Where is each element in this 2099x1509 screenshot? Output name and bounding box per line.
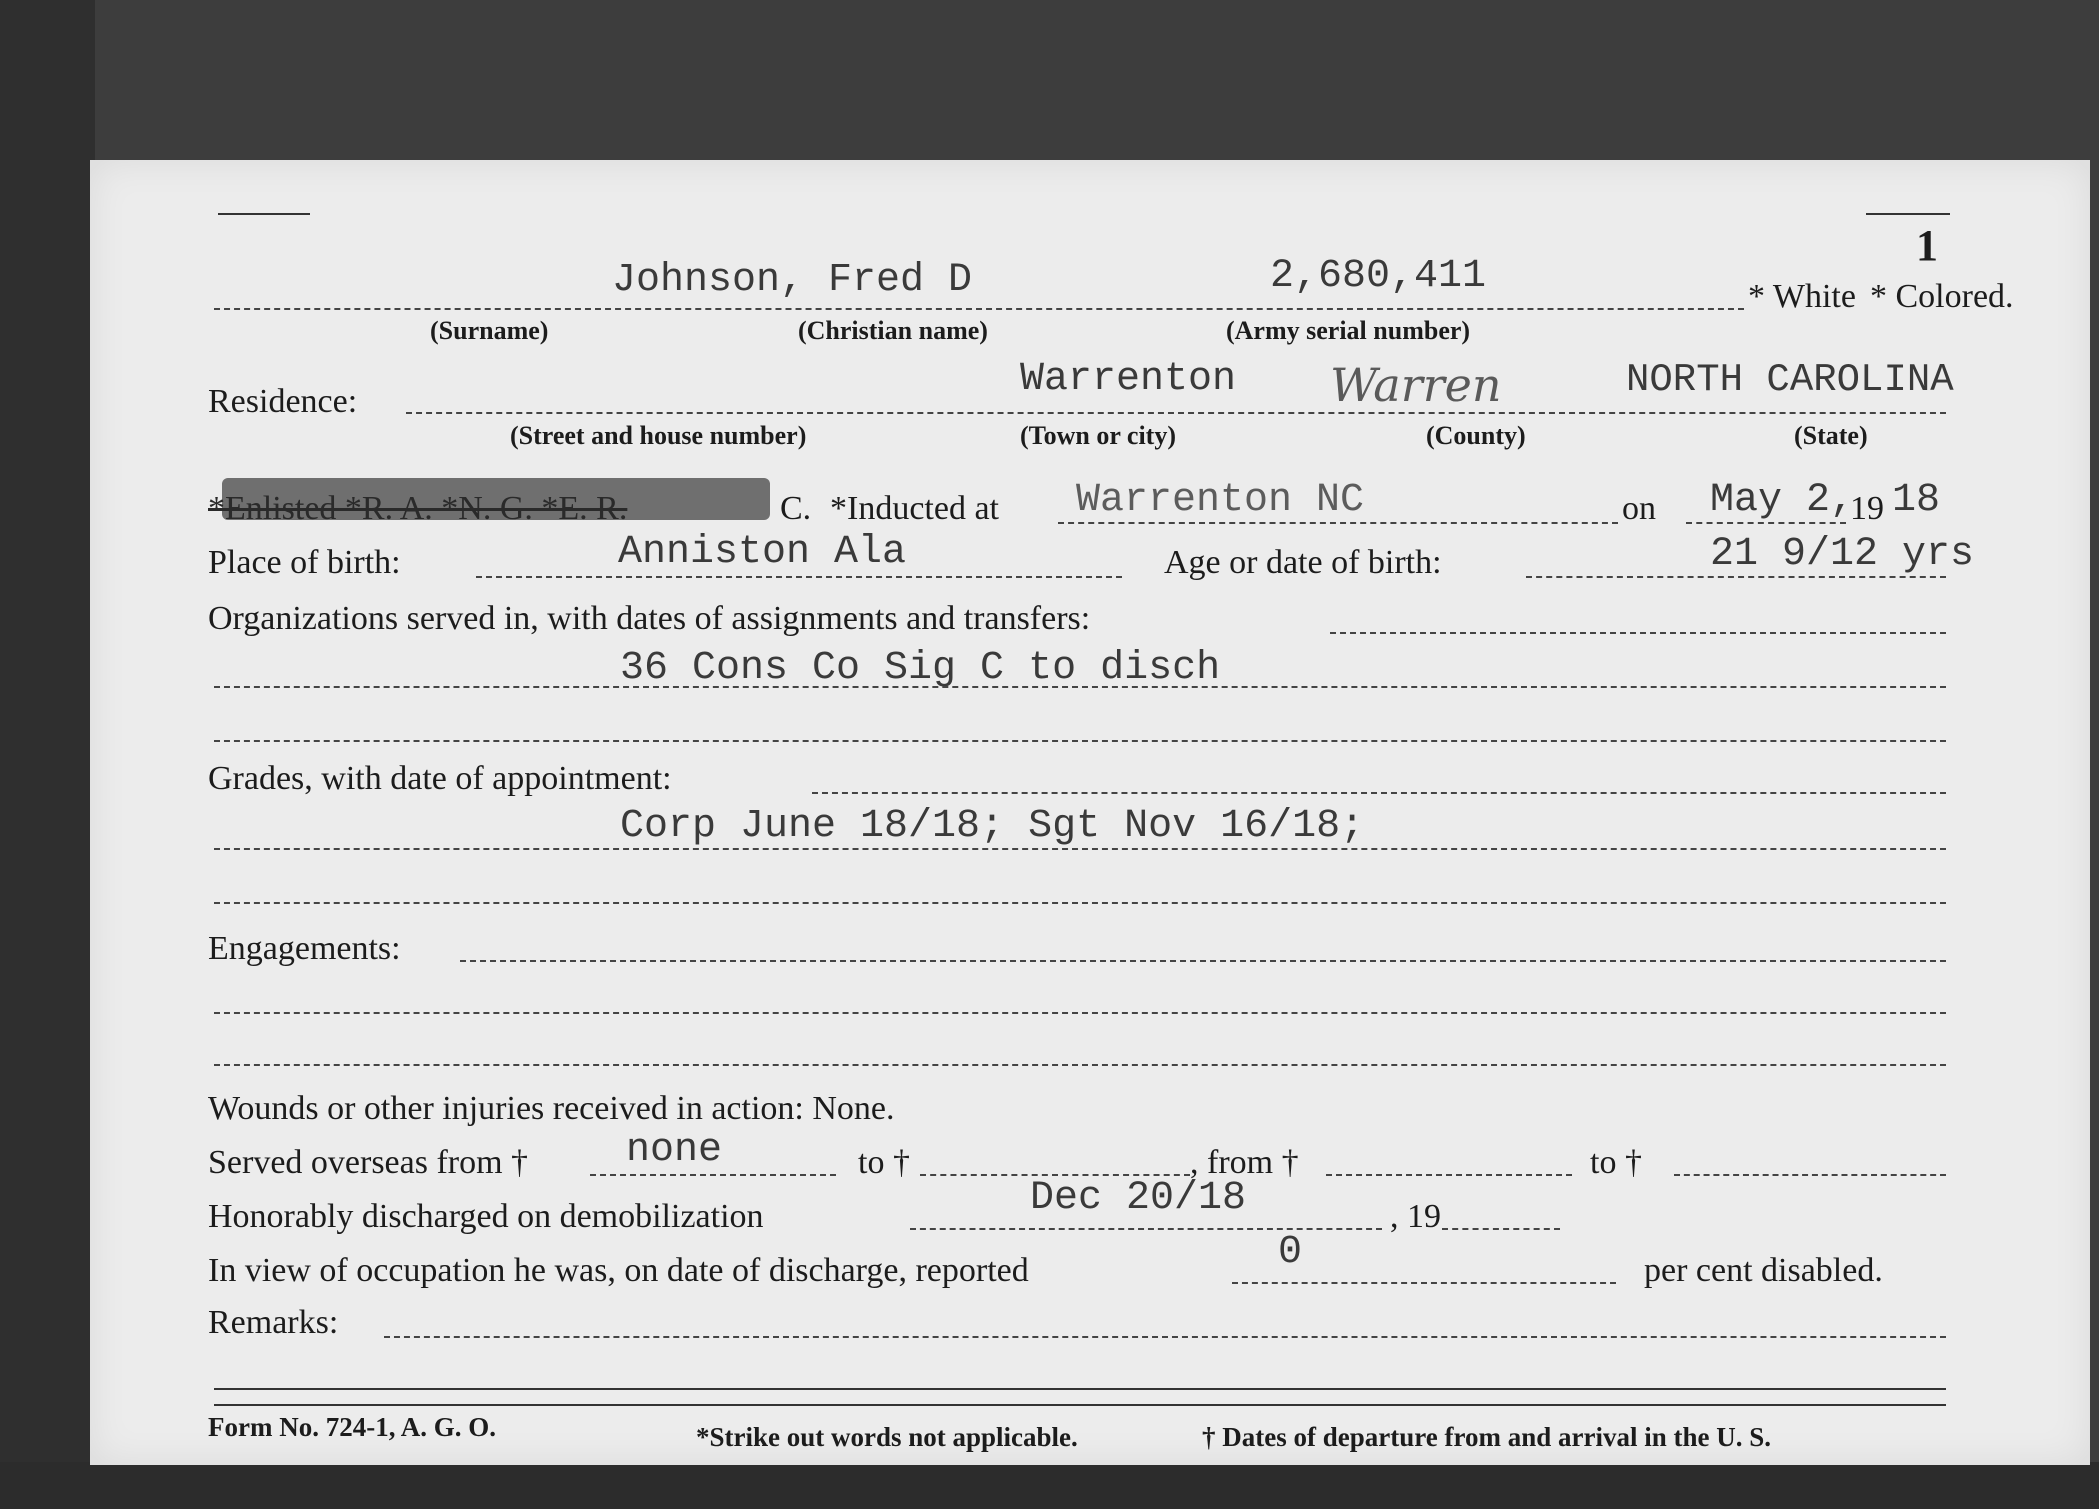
residence-state: NORTH CAROLINA <box>1626 358 1954 402</box>
name-value: Johnson, Fred D <box>612 258 973 303</box>
surname-caption: (Surname) <box>430 316 549 345</box>
strike-note: *Strike out words not applicable. <box>696 1422 1078 1452</box>
county-caption: (County) <box>1426 421 1526 450</box>
overseas-to-label: to † <box>858 1144 910 1181</box>
top-right-rule <box>1866 213 1950 215</box>
remarks-line-2 <box>214 1388 1946 1390</box>
age-value: 21 9/12 yrs <box>1710 532 1975 577</box>
date-line <box>1686 522 1846 524</box>
wounds-line: Wounds or other injuries received in action: None. <box>208 1090 895 1127</box>
year-suffix: 18 <box>1892 478 1941 523</box>
residence-line <box>406 412 1946 414</box>
residence-label: Residence: <box>208 383 358 420</box>
christian-caption: (Christian name) <box>798 316 988 345</box>
discharge-year-line <box>1442 1228 1560 1230</box>
inducted-label: *Inducted at <box>830 490 999 527</box>
birth-place: Anniston Ala <box>618 530 907 575</box>
discharge-line <box>910 1228 1382 1230</box>
footer-rule <box>214 1404 1946 1406</box>
card-number: 1 <box>1916 221 1938 270</box>
birth-line <box>476 576 1122 578</box>
name-line <box>214 308 1744 310</box>
form-number: Form No. 724-1, A. G. O. <box>208 1412 496 1442</box>
scan-border-bottom <box>0 1462 2099 1509</box>
on-label: on <box>1622 490 1656 527</box>
inducted-line <box>1058 522 1618 524</box>
street-caption: (Street and house number) <box>510 421 807 450</box>
org-line-2 <box>214 686 1946 688</box>
age-line <box>1526 576 1946 578</box>
org-line-1 <box>1330 632 1946 634</box>
white-option: * White <box>1748 278 1856 315</box>
disability-value: 0 <box>1278 1230 1303 1275</box>
birth-label: Place of birth: <box>208 544 401 581</box>
year-prefix: 19 <box>1850 490 1884 527</box>
org-label: Organizations served in, with dates of assignments and transfers: <box>208 600 1091 637</box>
enlist-options: *Enlisted *R. A. *N. G. *E. R. <box>208 490 628 527</box>
overseas-to2-line <box>1674 1174 1946 1176</box>
overseas-from2-label: , from † <box>1190 1144 1299 1181</box>
overseas-from: none <box>626 1128 723 1173</box>
serial-value: 2,680,411 <box>1270 254 1487 299</box>
state-caption: (State) <box>1794 421 1868 450</box>
overseas-to2-label: to † <box>1590 1144 1642 1181</box>
scan-border-left <box>0 0 95 1509</box>
grades-line-2 <box>214 848 1946 850</box>
enlist-tail: C. <box>780 490 812 527</box>
grades-value: Corp June 18/18; Sgt Nov 16/18; <box>620 804 1365 849</box>
grades-label: Grades, with date of appointment: <box>208 760 672 797</box>
inducted-date: May 2, <box>1710 478 1855 523</box>
inducted-place: Warrenton NC <box>1076 478 1365 523</box>
disability-label: In view of occupation he was, on date of discharge, reported <box>208 1252 1029 1289</box>
top-left-rule <box>218 213 310 215</box>
residence-town: Warrenton <box>1020 357 1237 402</box>
residence-county: Warren <box>1330 358 1502 412</box>
colored-option: * Colored. <box>1870 278 2014 315</box>
remarks-line-1 <box>384 1336 1946 1338</box>
discharge-label: Honorably discharged on demobilization <box>208 1198 764 1235</box>
discharge-year: , 19 <box>1390 1198 1441 1235</box>
org-line-3 <box>214 740 1946 742</box>
draft-service-card <box>90 160 2090 1465</box>
remarks-label: Remarks: <box>208 1304 339 1341</box>
engagements-label: Engagements: <box>208 930 401 967</box>
overseas-label: Served overseas from † <box>208 1144 529 1181</box>
town-caption: (Town or city) <box>1020 421 1176 450</box>
discharge-date: Dec 20/18 <box>1030 1176 1247 1221</box>
grades-line-3 <box>214 902 1946 904</box>
engagements-line-1 <box>460 960 1946 962</box>
engagements-line-3 <box>214 1064 1946 1066</box>
serial-caption: (Army serial number) <box>1226 316 1471 345</box>
engagements-line-2 <box>214 1012 1946 1014</box>
disability-suffix: per cent disabled. <box>1644 1252 1883 1289</box>
overseas-from2-line <box>1326 1174 1572 1176</box>
dates-note: † Dates of departure from and arrival in the U. S. <box>1202 1422 1771 1452</box>
grades-line-1 <box>812 792 1946 794</box>
disability-line <box>1232 1282 1616 1284</box>
org-value: 36 Cons Co Sig C to disch <box>620 646 1221 691</box>
overseas-from-line <box>590 1174 836 1176</box>
age-label: Age or date of birth: <box>1164 544 1442 581</box>
